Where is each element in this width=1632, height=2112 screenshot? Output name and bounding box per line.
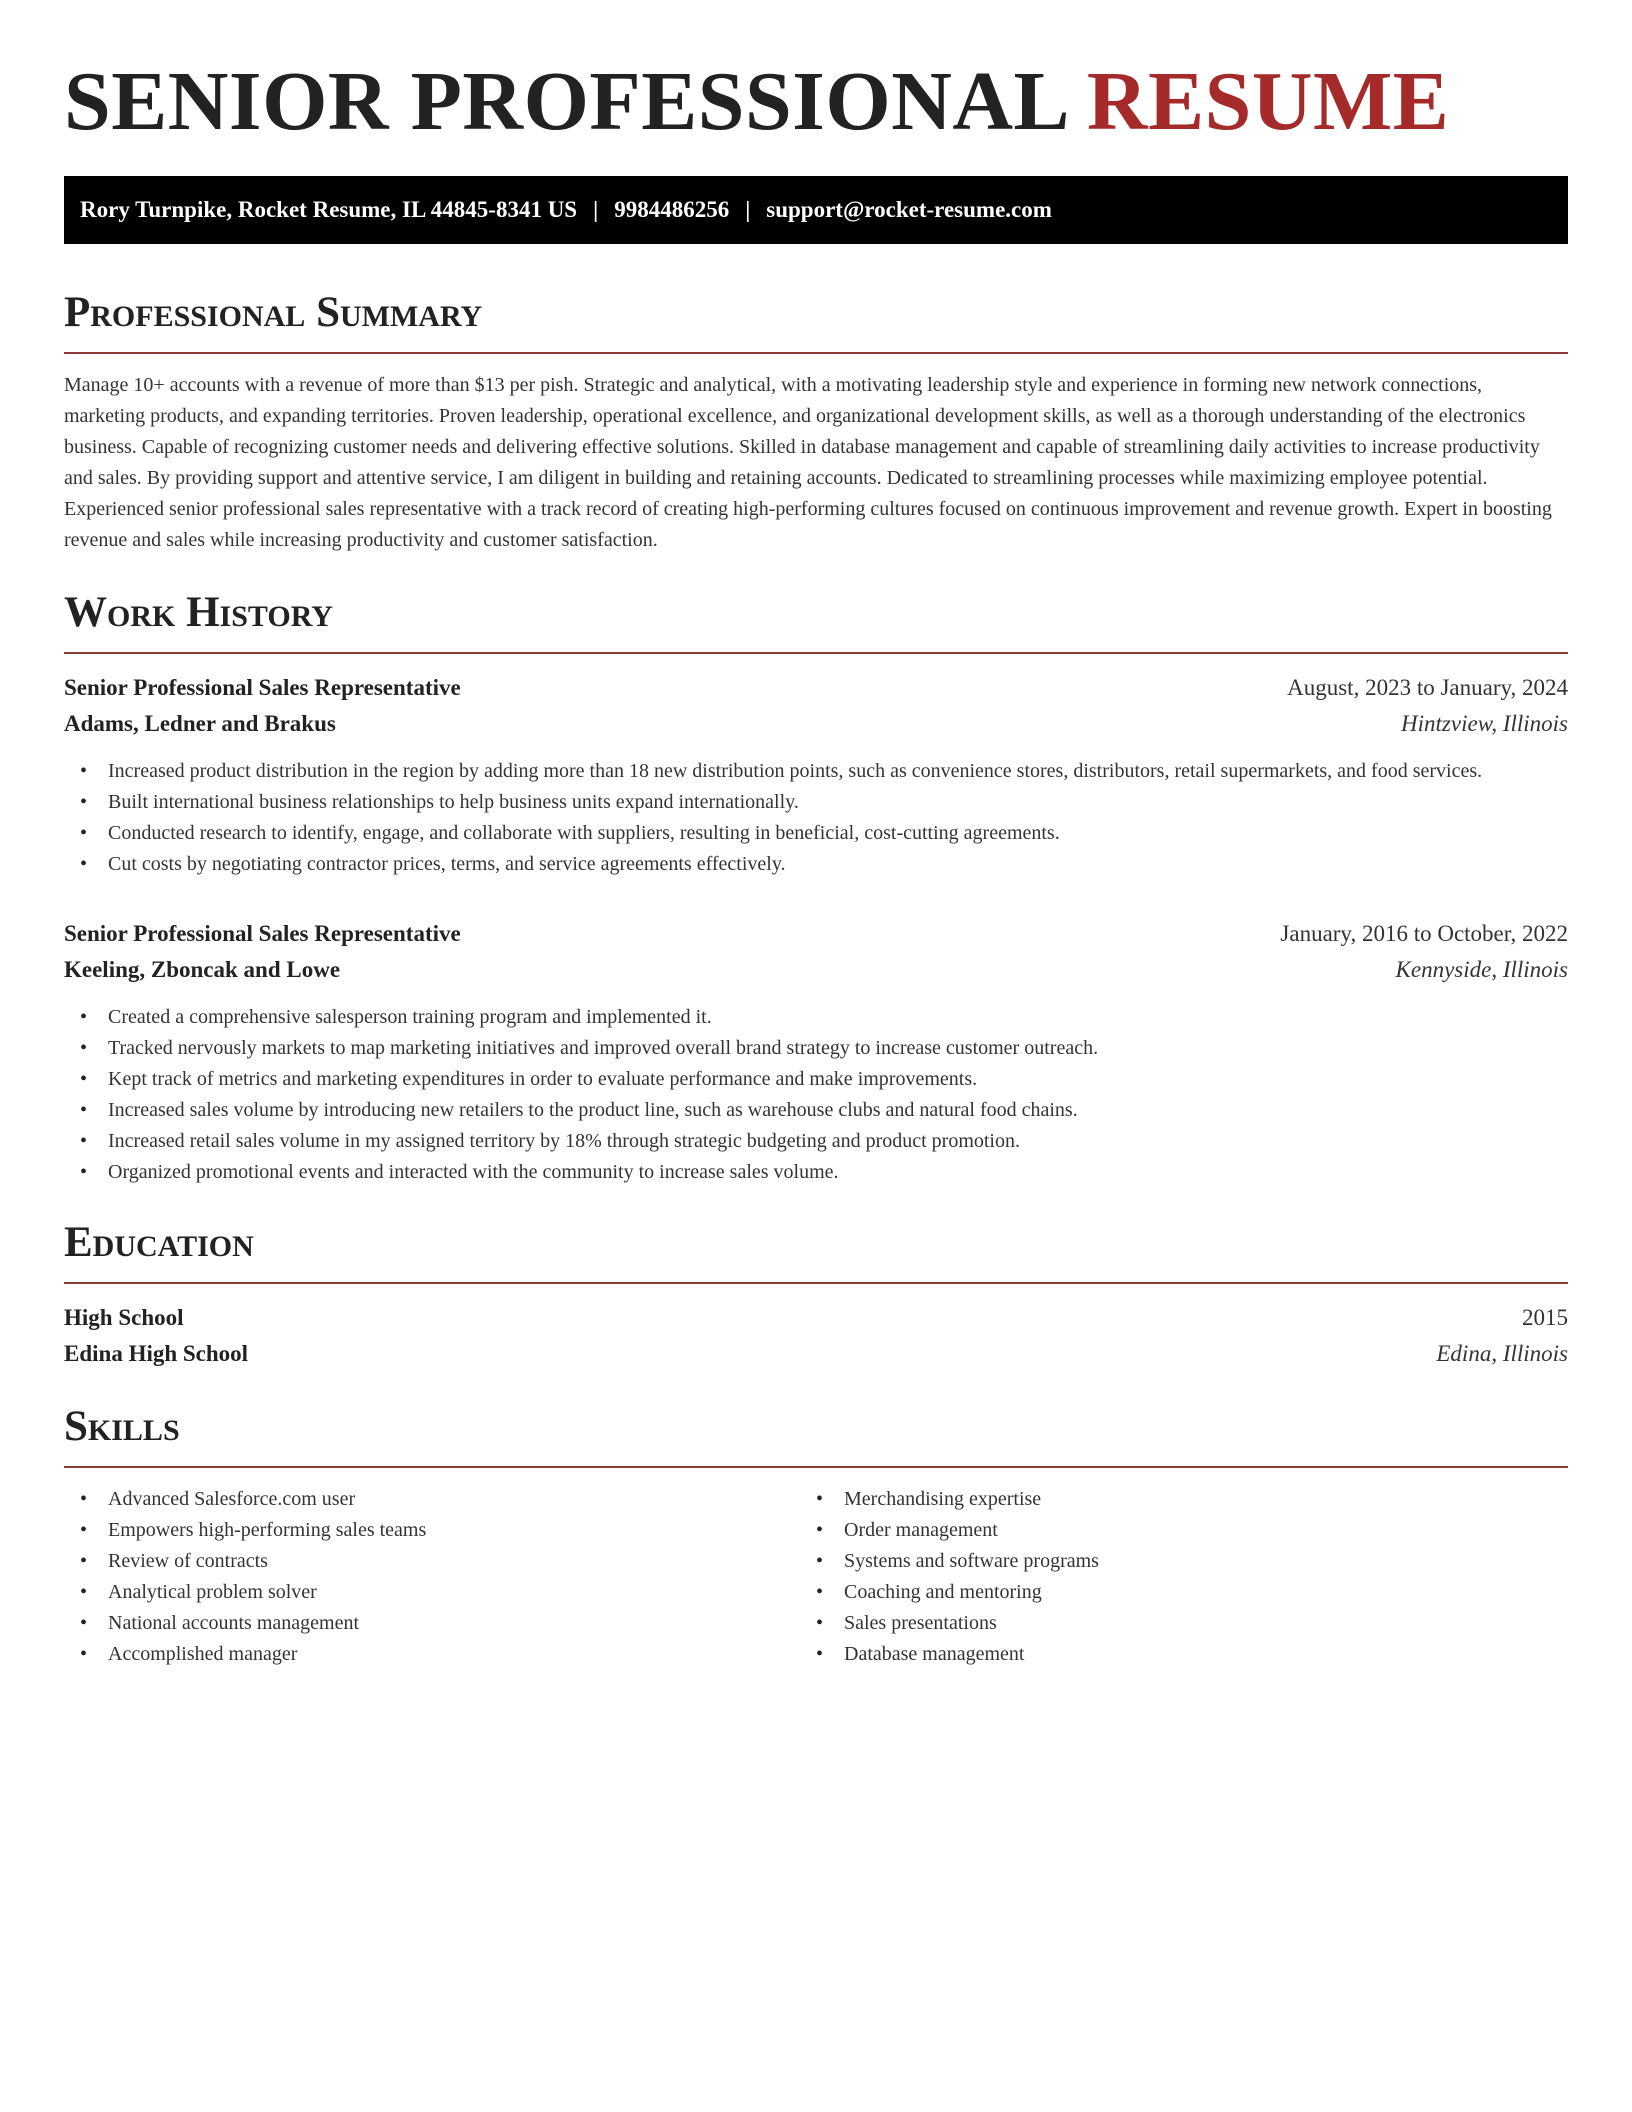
skill-item: • Empowers high-performing sales teams	[64, 1515, 800, 1546]
summary-text: Manage 10+ accounts with a revenue of more than $13 per pish. Strategic and analytical, with a motivating leadership style and experience in forming new network connections, marketing products, and expanding territories. Proven leadership, operational excellence, and organizational development skills, as well as a thorough understanding of the electronics business. Capable of recognizing customer needs and delivering effective solutions. Skilled in database management and capable of streamlining daily activities to increase productivity and sales. By providing support and attentive service, I am diligent in building and retaining accounts. Dedicated to streamlining processes while maximizing employee potential. Experienced senior professional sales representative with a track record of creating high-performing cultures focused on continuous improvement and revenue growth. Expert in boosting revenue and sales while increasing productivity and customer satisfaction.	[64, 374, 1552, 551]
job-location: Hintzview, Illinois	[1401, 711, 1568, 736]
job-bullet-list	[64, 756, 1568, 880]
job-bullet: • Organized promotional events and interacted with the community to increase sales volume.	[64, 1157, 1568, 1188]
skills-columns	[64, 1484, 1568, 1670]
skills-heading: Skills	[64, 1402, 1568, 1468]
job-bullet: • Conducted research to identify, engage, and collaborate with suppliers, resulting in beneficial, cost-cutting agreements.	[64, 818, 1568, 849]
job-company: Adams, Ledner and Brakus	[64, 711, 336, 736]
job-bullet: • Increased product distribution in the region by adding more than 18 new distribution points, such as convenience stores, distributors, retail supermarkets, and food services.	[64, 756, 1568, 787]
resume-title-accent: RESUME	[1086, 55, 1450, 148]
contact-address: Rory Turnpike, Rocket Resume, IL 44845-8341 US	[80, 197, 578, 222]
skill-item: • Systems and software programs	[800, 1546, 1536, 1577]
work-history-heading: Work History	[64, 588, 1568, 654]
skills-list-right	[800, 1484, 1536, 1670]
job-bullet: • Increased sales volume by introducing new retailers to the product line, such as warehouse clubs and natural food chains.	[64, 1095, 1568, 1126]
contact-email: support@rocket-resume.com	[766, 197, 1052, 222]
job-bullet: • Created a comprehensive salesperson training program and implemented it.	[64, 1002, 1568, 1033]
job-title: Senior Professional Sales Representative	[64, 921, 461, 946]
resume-title-main: SENIOR PROFESSIONAL	[64, 55, 1066, 148]
job-entry	[64, 916, 1568, 1188]
skill-item: • Analytical problem solver	[64, 1577, 800, 1608]
job-bullet: • Increased retail sales volume in my assigned territory by 18% through strategic budgeting and product promotion.	[64, 1126, 1568, 1157]
skill-item: • Accomplished manager	[64, 1639, 800, 1670]
summary-heading: Professional Summary	[64, 288, 1568, 354]
education-degree-row	[64, 1300, 1568, 1336]
education-year: 2015	[1522, 1305, 1568, 1330]
education-school: Edina High School	[64, 1341, 249, 1366]
skill-item: • Merchandising expertise	[800, 1484, 1536, 1515]
education-entry	[64, 1300, 1568, 1372]
skill-item: • Sales presentations	[800, 1608, 1536, 1639]
education-degree: High School	[64, 1305, 184, 1330]
education-location: Edina, Illinois	[1436, 1341, 1568, 1366]
contact-phone: 9984486256	[614, 197, 730, 222]
skill-item: • Review of contracts	[64, 1546, 800, 1577]
job-bullet: • Built international business relationships to help business units expand internationally.	[64, 787, 1568, 818]
job-header-row	[64, 670, 1568, 706]
education-heading: Education	[64, 1218, 1568, 1284]
skill-item: • Coaching and mentoring	[800, 1577, 1536, 1608]
contact-separator: |	[593, 197, 599, 222]
skill-item: • Advanced Salesforce.com user	[64, 1484, 800, 1515]
skill-item: • Order management	[800, 1515, 1536, 1546]
resume-title	[64, 52, 1568, 152]
job-company-row	[64, 952, 1568, 988]
skill-item: • National accounts management	[64, 1608, 800, 1639]
job-bullet: • Tracked nervously markets to map marketing initiatives and improved overall brand strategy to increase customer outreach.	[64, 1033, 1568, 1064]
job-dates: August, 2023 to January, 2024	[1287, 675, 1568, 700]
job-entry	[64, 670, 1568, 880]
job-company-row	[64, 706, 1568, 742]
job-bullet: • Cut costs by negotiating contractor prices, terms, and service agreements effectively.	[64, 849, 1568, 880]
job-bullet: • Kept track of metrics and marketing expenditures in order to evaluate performance and make improvements.	[64, 1064, 1568, 1095]
job-bullet-list	[64, 1002, 1568, 1188]
contact-bar	[64, 176, 1568, 244]
job-location: Kennyside, Illinois	[1395, 957, 1568, 982]
skill-item: • Database management	[800, 1639, 1536, 1670]
skills-list-left	[64, 1484, 800, 1670]
job-title: Senior Professional Sales Representative	[64, 675, 461, 700]
job-dates: January, 2016 to October, 2022	[1280, 921, 1568, 946]
job-company: Keeling, Zboncak and Lowe	[64, 957, 341, 982]
education-school-row	[64, 1336, 1568, 1372]
contact-separator: |	[745, 197, 751, 222]
job-header-row	[64, 916, 1568, 952]
